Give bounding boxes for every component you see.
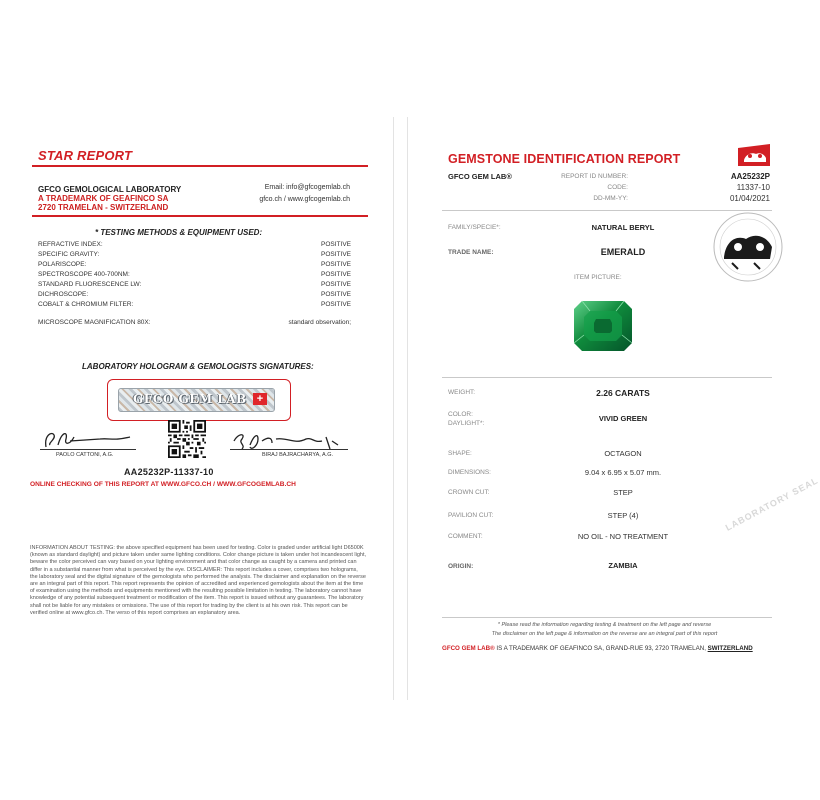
color-value: VIVID GREEN <box>598 414 648 423</box>
footer-brand: GFCO GEM LAB® <box>442 645 495 652</box>
crown-cut-label: CROWN CUT: <box>448 489 490 496</box>
qr-code[interactable] <box>168 420 206 458</box>
test-value: POSITIVE <box>321 281 351 288</box>
test-row <box>38 301 351 311</box>
trade-name-label: TRADE NAME: <box>448 249 494 256</box>
origin-label: ORIGIN: <box>448 563 474 570</box>
testing-heading: * TESTING METHODS & EQUIPMENT USED: <box>95 228 263 237</box>
test-row <box>38 291 351 301</box>
hologram-text: GFCO GEM LAB <box>133 392 247 406</box>
signature-line <box>40 449 136 450</box>
test-label: STANDARD FLUORESCENCE LW: <box>38 281 142 288</box>
identification-report-panel <box>407 117 820 700</box>
report-id-label: REPORT ID NUMBER: <box>561 173 628 180</box>
lab-name: GFCO GEMOLOGICAL LABORATORY <box>38 185 182 194</box>
online-check-link[interactable]: ONLINE CHECKING OF THIS REPORT AT WWW.GFCO.CH / WWW.GFCOGEMLAB.CH <box>30 481 296 488</box>
signer-name: BIRAJ BAJRACHARYA, A.G. <box>262 452 334 458</box>
date-value: 01/04/2021 <box>729 194 770 203</box>
footer-note: * Please read the information regarding testing & treatment on the left page and reverse <box>497 622 712 628</box>
test-label: REFRACTIVE INDEX: <box>38 241 103 248</box>
test-row <box>38 271 351 281</box>
comment-label: COMMENT: <box>448 533 483 540</box>
signature-cattoni <box>40 425 140 451</box>
test-row <box>38 319 351 329</box>
test-label: SPECTROSCOPE 400-700NM: <box>38 271 130 278</box>
test-label: COBALT & CHROMIUM FILTER: <box>38 301 134 308</box>
footer-trademark <box>442 645 753 652</box>
weight-label: WEIGHT: <box>448 389 476 396</box>
star-report-panel <box>0 117 394 700</box>
pavilion-cut-label: PAVILION CUT: <box>448 512 494 519</box>
swiss-flag-icon: + <box>253 393 267 405</box>
origin-value: ZAMBIA <box>608 561 638 570</box>
test-row <box>38 261 351 271</box>
footer-text: IS A TRADEMARK OF GEAFINCO SA, GRAND-RUE 93, 2720 TRAMELAN, <box>494 645 708 652</box>
hologram <box>118 388 275 412</box>
family-label: FAMILY/SPECIE*: <box>448 224 501 231</box>
test-row <box>38 281 351 291</box>
title-divider <box>32 165 368 167</box>
dimensions-value: 9.04 x 6.95 x 5.07 mm. <box>584 468 662 477</box>
dimensions-label: DIMENSIONS: <box>448 469 491 476</box>
signer-name: PAOLO CATTONI, A.G. <box>56 452 114 458</box>
hologram-frame <box>107 379 291 421</box>
lab-name: GFCO GEM LAB® <box>448 172 512 181</box>
code-label: CODE: <box>607 184 628 191</box>
hologram-heading: LABORATORY HOLOGRAM & GEMOLOGISTS SIGNATURES: <box>82 362 314 371</box>
pavilion-cut-value: STEP (4) <box>607 511 639 520</box>
report-id: AA25232P <box>730 172 770 181</box>
test-value: POSITIVE <box>321 241 351 248</box>
crown-cut-value: STEP <box>613 488 633 497</box>
test-value: standard observation; <box>288 319 351 326</box>
signature-line <box>230 449 348 450</box>
test-value: POSITIVE <box>321 251 351 258</box>
lab-website: gfco.ch / www.gfcogemlab.ch <box>259 196 350 203</box>
emerald-picture <box>574 301 632 351</box>
shape-label: SHAPE: <box>448 450 472 457</box>
trade-name-value: EMERALD <box>600 247 646 257</box>
test-value: POSITIVE <box>321 301 351 308</box>
code-value: 11337-10 <box>736 183 770 192</box>
date-label: DD-MM-YY: <box>593 195 628 202</box>
lab-address: 2720 TRAMELAN - SWITZERLAND <box>38 203 169 212</box>
test-value: POSITIVE <box>321 291 351 298</box>
test-row <box>38 251 351 261</box>
test-value: POSITIVE <box>321 261 351 268</box>
lab-email: Email: info@gfcogemlab.ch <box>264 184 350 191</box>
family-value: NATURAL BERYL <box>591 223 655 232</box>
test-label: POLARISCOPE: <box>38 261 87 268</box>
report-title: GEMSTONE IDENTIFICATION REPORT <box>448 152 681 166</box>
weight-value: 2.26 CARATS <box>596 388 650 398</box>
daylight-label: DAYLIGHT*: <box>448 420 485 427</box>
item-picture-label: ITEM PICTURE: <box>574 274 622 281</box>
test-row <box>38 241 351 251</box>
test-label: DICHROSCOPE: <box>38 291 89 298</box>
header-divider <box>32 215 368 217</box>
footer-country: SWITZERLAND <box>707 645 753 652</box>
color-label: COLOR: <box>448 411 473 418</box>
testing-information: INFORMATION ABOUT TESTING: the above specified equipment has been used for testing. Color is graded under artificial light D6500K (known as standard daylight) and picture taken under same lighting conditions. Color change picture is taken under hot incandescent light, beware the color perceived can vary based on your lighting environment and that color change as caught by a camera and printed can differ in a substantial manner from what is perceived by the eye. DISCLAIMER: This report includes a cover, comprises two holograms, the laboratory seal and the digital signature of the gemologists who performed the analysis. The disclaimer and explanation on the reverse are an integral part of this report. This report represents the opinion of accredited and experienced gemologists about the item at the time of examination using the methods and equipments mentioned with the resulting possible limitation in testing. The laboratory cannot have knowledge of any potential subsequent treatment or modification of the item. This report is issued without any guarantees. The laboratory shall not be liable for any mistakes or omissions. The use of this report for trading by the client is at his own risk. This report can be verified online at www.gfco.ch. The verso of this report comprises an explanatory area. <box>30 545 367 616</box>
report-code: AA25232P-11337-10 <box>124 467 214 477</box>
footer-divider <box>442 617 772 618</box>
comment-value: NO OIL - NO TREATMENT <box>577 532 669 541</box>
seal-watermark: LABORATORY SEAL <box>723 475 820 533</box>
star-report-title: STAR REPORT <box>38 148 133 163</box>
test-value: POSITIVE <box>321 271 351 278</box>
shape-value: OCTAGON <box>604 449 642 458</box>
test-label: SPECIFIC GRAVITY: <box>38 251 100 258</box>
divider <box>442 377 772 378</box>
test-label: MICROSCOPE MAGNIFICATION 80X: <box>38 319 151 326</box>
footer-disclaimer: The disclaimer on the left page & information on the reverse are an integral part of this report <box>491 631 718 637</box>
lab-trademark: A TRADEMARK OF GEAFINCO SA <box>38 194 169 203</box>
gfco-logo-icon <box>736 144 772 166</box>
